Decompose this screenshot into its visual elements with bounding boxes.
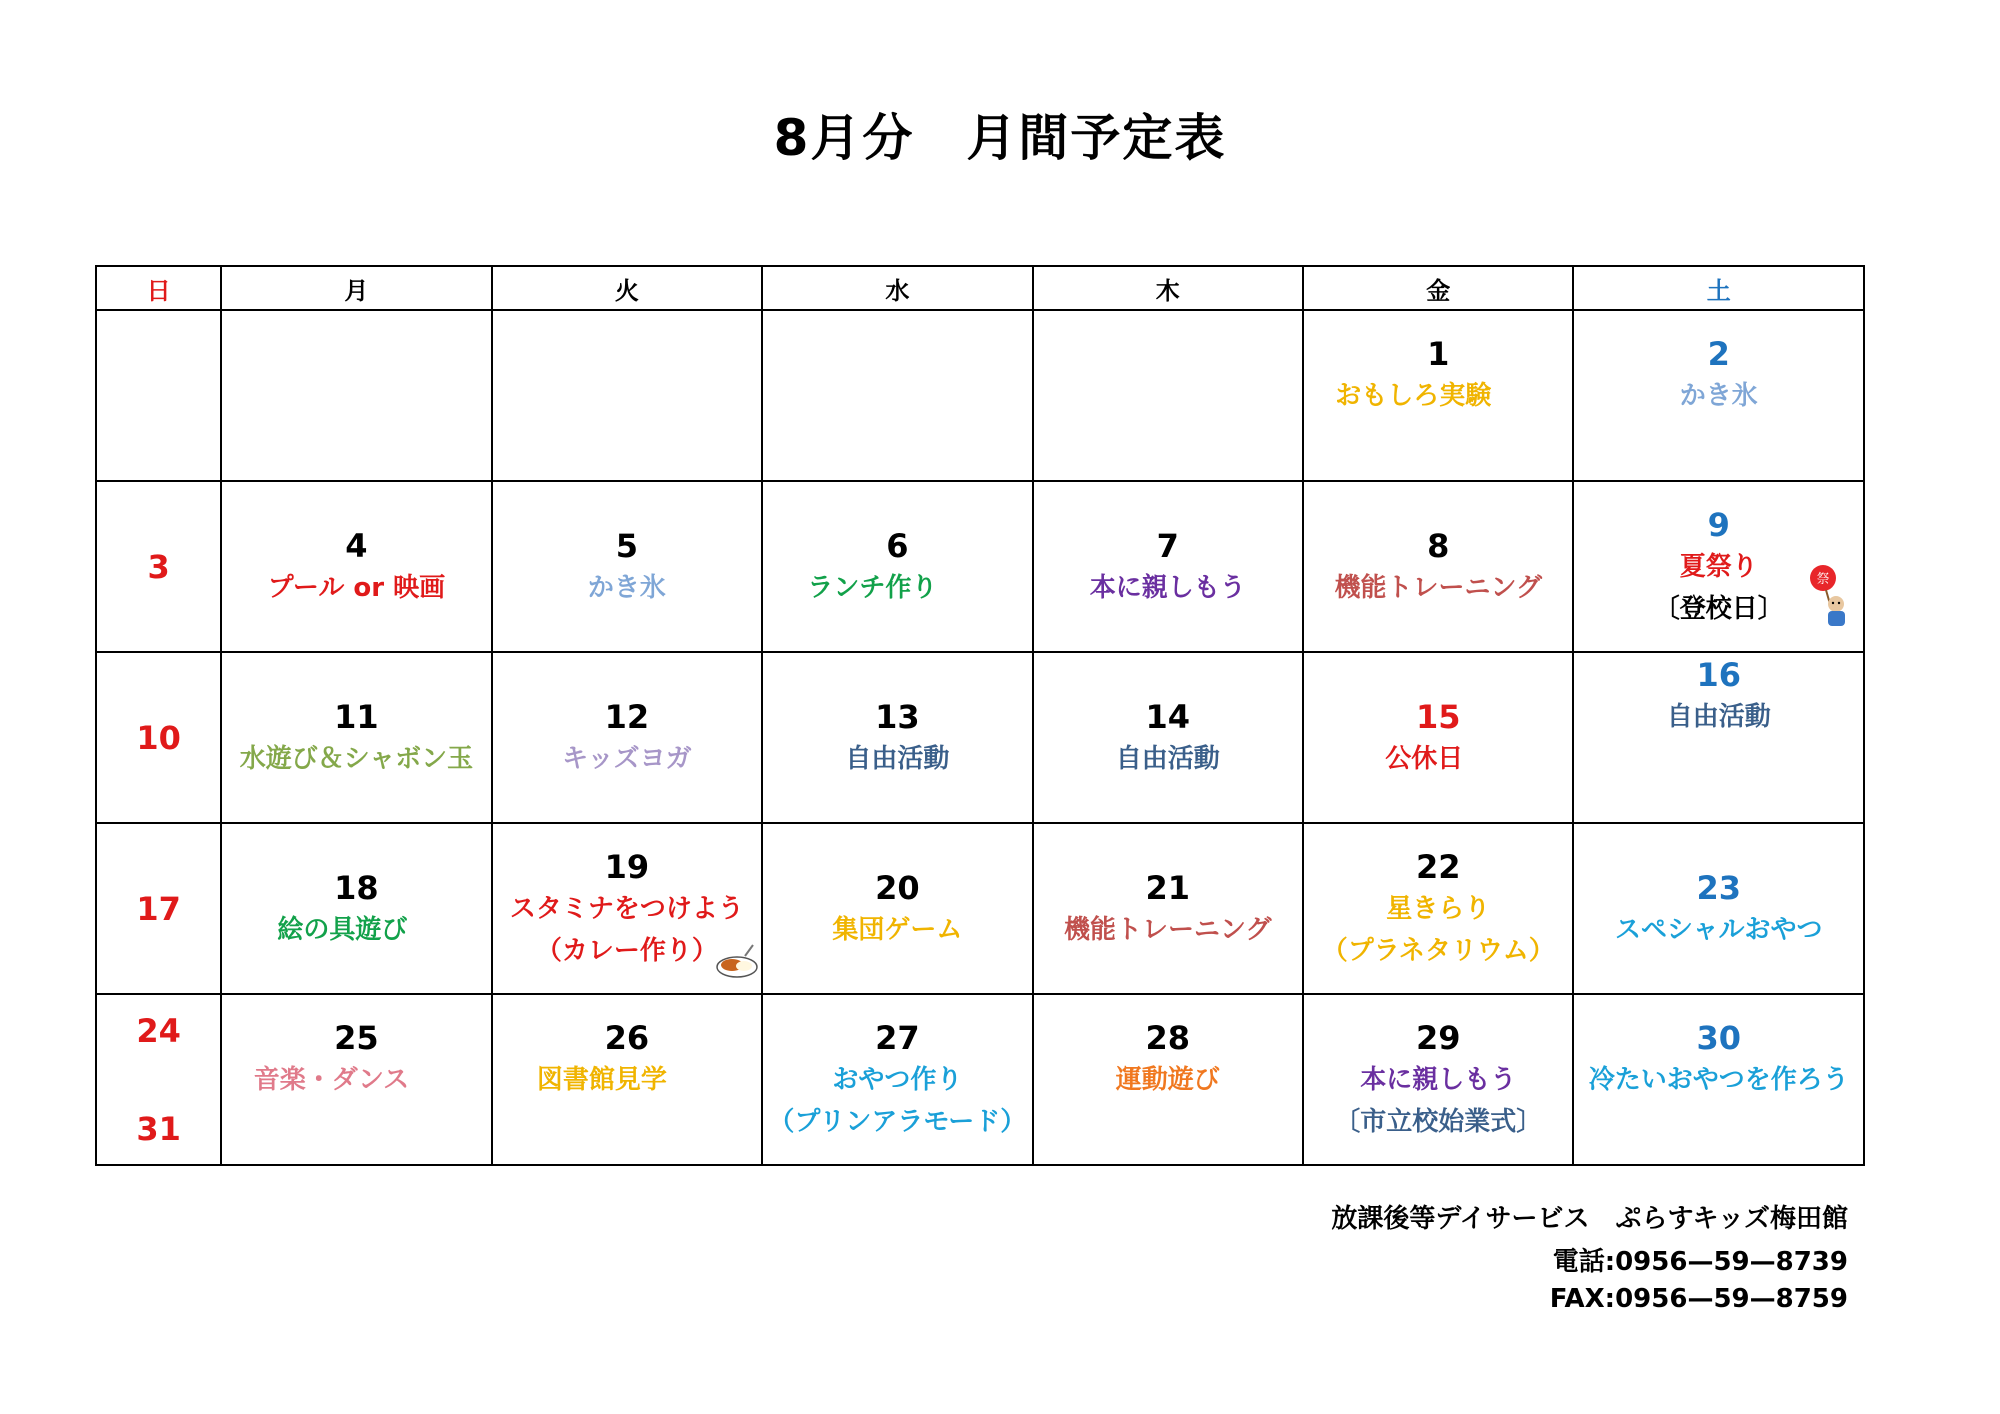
event-label: かき氷 <box>1679 381 1758 411</box>
day-number: 6 <box>886 526 909 565</box>
day-number: 7 <box>1156 526 1179 565</box>
day-number: 17 <box>136 889 181 928</box>
day-number: 19 <box>604 848 650 886</box>
day-cell-26 <box>492 994 762 1165</box>
day-number: 24 <box>136 1011 181 1050</box>
festival-fan-label: 祭 <box>1816 572 1830 587</box>
day-number: 31 <box>136 1109 181 1148</box>
day-cell-23 <box>1573 823 1864 994</box>
empty-day-cell <box>1033 310 1303 481</box>
day-cell-16 <box>1573 652 1864 823</box>
event-label: 夏祭り <box>1679 551 1758 582</box>
day-number: 30 <box>1696 1019 1741 1057</box>
event-label: かき氷 <box>587 572 666 603</box>
day-cell-29 <box>1303 994 1573 1165</box>
empty-day-cell <box>96 310 221 481</box>
week-row-1 <box>96 310 1864 481</box>
page-title: 8月分 月間予定表 <box>773 109 1227 167</box>
day-number: 3 <box>147 547 170 586</box>
day-cell-13 <box>762 652 1032 823</box>
weekday-header-row <box>96 266 1864 310</box>
event-label: 本に親しもう <box>1360 1065 1517 1095</box>
event-sub-label: 〔市立校始業式〕 <box>1334 1107 1543 1137</box>
day-number: 4 <box>345 526 368 565</box>
day-cell-1 <box>1303 310 1573 481</box>
event-label: 冷たいおやつを作ろう <box>1588 1065 1849 1095</box>
event-label: キッズヨガ <box>562 743 692 774</box>
day-cell-8 <box>1303 481 1573 652</box>
day-cell-11 <box>221 652 491 823</box>
weekday-mon: 月 <box>221 266 491 310</box>
day-cell-17 <box>96 823 221 994</box>
day-cell-3 <box>96 481 221 652</box>
weekday-wed: 水 <box>762 266 1032 310</box>
day-cell-24-31 <box>96 994 221 1165</box>
day-number: 22 <box>1415 848 1461 886</box>
phone-number: 電話:0956—59—8739 <box>1552 1247 1848 1277</box>
event-label: 運動遊び <box>1115 1065 1220 1095</box>
event-label: おもしろ実験 <box>1335 381 1492 411</box>
day-number: 9 <box>1707 505 1730 544</box>
calendar-table <box>95 265 1865 1166</box>
day-number: 10 <box>136 718 181 757</box>
event-sub-label: （カレー作り） <box>535 936 718 966</box>
event-label: 星きらり <box>1386 894 1491 924</box>
day-number: 13 <box>875 697 920 736</box>
day-number: 2 <box>1707 335 1730 373</box>
day-number: 15 <box>1415 697 1461 736</box>
day-cell-20 <box>762 823 1032 994</box>
day-cell-4 <box>221 481 491 652</box>
fax-number: FAX:0956—59—8759 <box>1549 1284 1848 1314</box>
day-cell-5 <box>492 481 762 652</box>
day-cell-22 <box>1303 823 1573 994</box>
weekday-thu: 木 <box>1033 266 1303 310</box>
empty-day-cell <box>221 310 491 481</box>
day-number: 12 <box>604 697 650 736</box>
day-number: 11 <box>334 697 379 736</box>
event-label: 自由活動 <box>1115 743 1220 774</box>
event-label: 機能トレーニング <box>1334 572 1542 603</box>
day-number: 25 <box>334 1019 379 1057</box>
facility-name: 放課後等デイサービス ぷらすキッズ梅田館 <box>1331 1204 1848 1234</box>
day-number: 26 <box>604 1019 650 1057</box>
day-number: 1 <box>1427 335 1450 373</box>
day-cell-14 <box>1033 652 1303 823</box>
curry-rice-icon <box>715 942 759 980</box>
day-number: 21 <box>1145 868 1191 907</box>
event-label: おやつ作り <box>832 1065 963 1095</box>
day-cell-6 <box>762 481 1032 652</box>
day-number: 16 <box>1696 655 1741 694</box>
day-cell-19 <box>492 823 762 994</box>
day-number: 28 <box>1145 1019 1191 1057</box>
event-label: ランチ作り <box>807 572 938 603</box>
day-number: 20 <box>875 868 920 907</box>
event-label: スタミナをつけよう <box>509 894 744 924</box>
day-cell-30 <box>1573 994 1864 1165</box>
event-label: 自由活動 <box>845 743 950 774</box>
day-cell-2 <box>1573 310 1864 481</box>
day-cell-15 <box>1303 652 1573 823</box>
day-cell-12 <box>492 652 762 823</box>
day-number: 27 <box>875 1019 920 1057</box>
day-number: 29 <box>1415 1019 1461 1057</box>
event-label: 本に親しもう <box>1089 572 1246 603</box>
event-label: 自由活動 <box>1666 701 1771 732</box>
day-number: 14 <box>1145 697 1191 736</box>
week-row-4 <box>96 823 1864 994</box>
event-label: 図書館見学 <box>536 1065 667 1095</box>
day-number: 18 <box>334 868 379 907</box>
event-label: 機能トレーニング <box>1064 914 1272 945</box>
event-label: 絵の具遊び <box>277 914 408 945</box>
weekday-fri: 金 <box>1303 266 1573 310</box>
day-cell-7 <box>1033 481 1303 652</box>
day-cell-27 <box>762 994 1032 1165</box>
day-cell-18 <box>221 823 491 994</box>
event-label: スペシャルおやつ <box>1614 914 1823 945</box>
empty-day-cell <box>492 310 762 481</box>
day-cell-28 <box>1033 994 1303 1165</box>
day-number: 8 <box>1427 526 1450 565</box>
weekday-sat: 土 <box>1573 266 1864 310</box>
day-cell-25 <box>221 994 491 1165</box>
weekday-sun: 日 <box>96 266 221 310</box>
day-number: 23 <box>1696 868 1741 907</box>
event-label: プール or 映画 <box>267 572 446 603</box>
event-sub-label: （プラネタリウム） <box>1321 936 1555 966</box>
day-cell-10 <box>96 652 221 823</box>
weekday-tue: 火 <box>492 266 762 310</box>
event-label: 音楽・ダンス <box>253 1065 410 1095</box>
day-cell-21 <box>1033 823 1303 994</box>
event-sub-label: 〔登校日〕 <box>1653 593 1784 624</box>
event-label: 水遊び＆シャボン玉 <box>239 743 474 774</box>
day-number: 5 <box>615 526 639 565</box>
event-label: 公休日 <box>1385 743 1464 774</box>
event-sub-label: （プリンアラモード） <box>768 1107 1027 1137</box>
week-row-5 <box>96 994 1864 1165</box>
event-label: 集団ゲーム <box>832 914 963 945</box>
empty-day-cell <box>762 310 1032 481</box>
week-row-3 <box>96 652 1864 823</box>
